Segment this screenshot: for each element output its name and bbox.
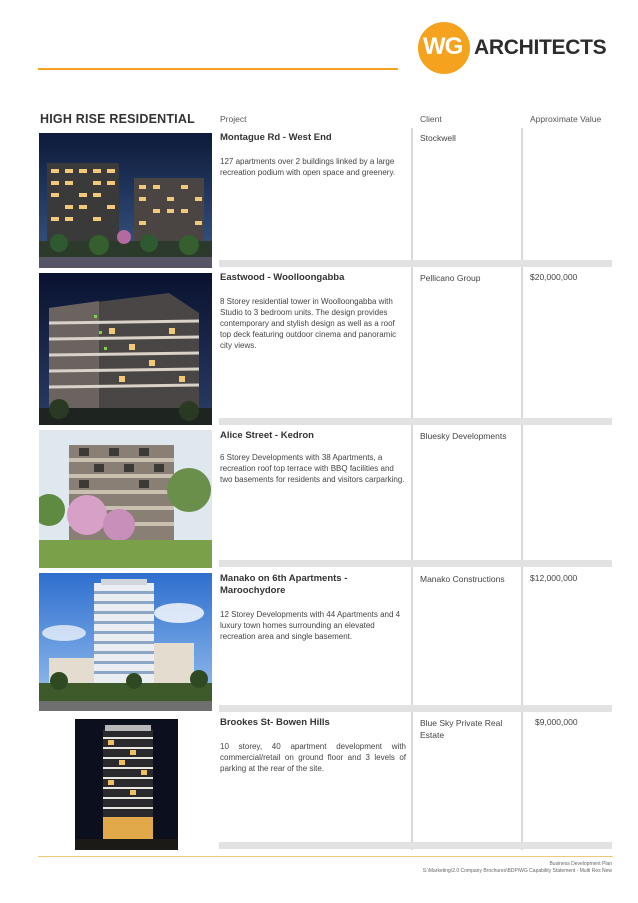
project-client: Bluesky Developments — [420, 431, 507, 441]
column-divider — [411, 128, 413, 850]
project-description: 10 storey, 40 apartment development with commercial/retail on ground floor and 3 levels of parking at the rear of the site. — [220, 742, 406, 773]
project-description: 12 Storey Developments with 44 Apartments and 4 luxury town homes surrounding an elevated recreation area and single basement. — [220, 610, 401, 641]
row-separator — [219, 260, 612, 267]
column-header-project: Project — [220, 114, 247, 124]
row-separator — [219, 842, 612, 849]
project-client: Blue Sky Private Real Estate — [420, 718, 503, 740]
project-photo-brookes-st — [75, 719, 178, 850]
section-title: HIGH RISE RESIDENTIAL — [40, 112, 195, 126]
project-title: Brookes St- Bowen Hills — [220, 717, 330, 728]
header-divider — [38, 68, 398, 70]
project-title: Alice Street - Kedron — [220, 430, 314, 441]
footer-document-title: Business Development Plan — [549, 861, 612, 867]
project-title: Eastwood - Woolloongabba — [220, 272, 345, 283]
project-value: $12,000,000 — [530, 573, 578, 583]
project-photo-manako — [39, 573, 212, 711]
row-separator — [219, 418, 612, 425]
project-description: 6 Storey Developments with 38 Apartments, a recreation roof top terrace with BBQ facilities and two basements for residents and visitors carparking. — [220, 453, 405, 484]
project-value: $9,000,000 — [535, 717, 578, 727]
logo-text: ARCHITECTS — [474, 36, 607, 59]
project-title: Montague Rd - West End — [220, 132, 332, 143]
row-separator — [219, 705, 612, 712]
project-client: Manako Constructions — [420, 574, 505, 584]
column-header-value: Approximate Value — [530, 114, 602, 124]
project-client: Pellicano Group — [420, 273, 481, 283]
company-logo — [418, 22, 608, 76]
footer-file-path: S:\Marketing\2.0 Company Brochures\BDP\WG Capability Statement - Multi Res New — [422, 868, 612, 874]
project-title: Manako on 6th Apartments - Maroochydore — [220, 573, 348, 596]
column-header-client: Client — [420, 114, 442, 124]
project-client: Stockwell — [420, 133, 456, 143]
project-description: 8 Storey residential tower in Woolloongabba with Studio to 3 bedroom units. The design provides contemporary and stylish design as well as a roof top deck featuring outdoor cinema and panoramic city views. — [220, 297, 397, 350]
project-value: $20,000,000 — [530, 272, 578, 282]
project-description: 127 apartments over 2 buildings linked by a large recreation podium with open space and greenery. — [220, 157, 396, 177]
logo-mark: WG — [423, 33, 463, 60]
footer-divider — [38, 856, 613, 857]
column-divider — [521, 128, 523, 850]
row-separator — [219, 560, 612, 567]
project-photo-eastwood — [39, 273, 212, 425]
project-photo-montague — [39, 133, 212, 268]
project-photo-alice-street — [39, 430, 212, 568]
